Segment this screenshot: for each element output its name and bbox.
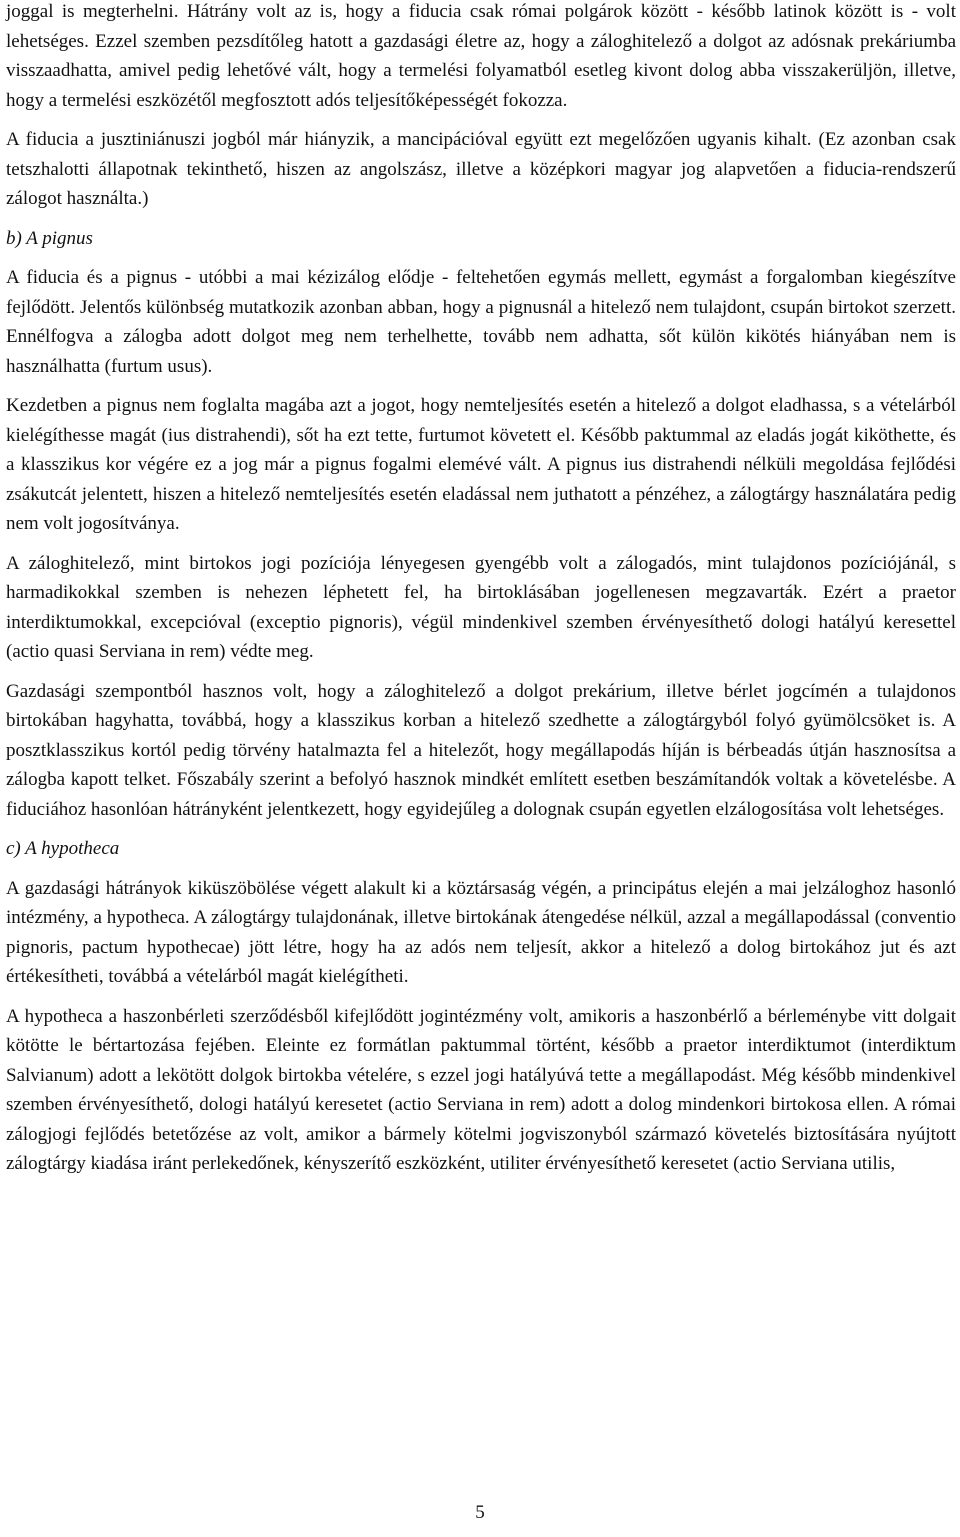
paragraph-pignus-intro: A fiducia és a pignus - utóbbi a mai kézizálog elődje - feltehetően egymás mellett, egymást a forgalomban kiegészítve fejlődött. Jelentős különbség mutatkozik azonban abban, hogy a pignusnál a hitelező nem tulajdont, csupán birtokot szerzett. Ennélfogva a zálogba adott dolgot meg nem terhelhette, tovább nem adhatta, sőt külön kikötés hiányában nem is használhatta (furtum usus). [6, 267, 956, 377]
paragraph-pignus-economics: Gazdasági szempontból hasznos volt, hogy a záloghitelező a dolgot prekárium, illetve bérlet jogcímén a tulajdonos birtokában hagyhatta, továbbá, hogy a klasszikus korban a hitelező szedhette a zálogtárgyból folyó gyümölcsöket is. A posztklasszikus kortól pedig törvény hatalmazta fel a hitelezőt, hogy megállapodás híján is bérbeadás útján hasznosítsa a zálogba kapott telket. Főszabály szerint a befolyó hasznok mindkét említett esetben beszámítandók voltak a követelésbe. A fiduciához hasonlóan hátrányként jelentkezett, hogy egyidejűleg a dolognak csupán egyetlen elzálogosítása volt lehetséges. [6, 680, 956, 820]
page-number: 5 [475, 1501, 485, 1523]
page-body [6, 0, 956, 1179]
paragraph-fiducia-drawbacks: joggal is megterhelni. Hátrány volt az is, hogy a fiducia csak római polgárok között - később latinok között is - volt lehetséges. Ezzel szemben pezsdítőleg hatott a gazdasági életre az, hogy a záloghitelező a dolgot az adósnak prekáriumba visszaadhatta, amivel pedig lehetővé vált, hogy a termelési folyamatból esetleg kivont dolog abba visszakerüljön, illetve, hogy a termelési eszközétől megfosztott adós teljesítőképességét fokozza. [6, 1, 956, 111]
paragraph-hypotheca-intro: A gazdasági hátrányok kiküszöbölése végett alakult ki a köztársaság végén, a principátus elején a mai jelzáloghoz hasonló intézmény, a hypotheca. A zálogtárgy tulajdonának, illetve birtokának átengedése nélkül, azzal a megállapodással (conventio pignoris, pactum hypothecae) jött létre, hogy ha az adós nem teljesít, akkor a hitelező a dolog birtokához jut és azt értékesítheti, továbbá a vételárból magát kielégítheti. [6, 877, 956, 987]
paragraph-hypotheca-origin: A hypotheca a haszonbérleti szerződésből kifejlődött jogintézmény volt, amikoris a haszonbérlő a bérleménybe vitt dolgait kötötte le bértartozása fejében. Eleinte ez formátlan paktummal történt, később a praetor interdiktumot (interdiktum Salvianum) adott a lekötött dolgok birtokba vételére, s ezzel jogi hatályúvá tette a megállapodást. Még később mindenkivel szemben érvényesíthető, dologi hatályú keresetet (actio Serviana in rem) adott a dolog mindenkori birtokosa ellen. A római zálogjogi fejlődés betetőzése az volt, amikor a bármely kötelmi jogviszonyból származó követelés biztosítására nyújtott zálogtárgy kiadása iránt perlekedőnek, kényszerítő eszközként, utiliter érvényesíthető keresetet (actio Serviana utilis, [6, 1005, 956, 1174]
paragraph-pignus-protection: A záloghitelező, mint birtokos jogi pozíciója lényegesen gyengébb volt a zálogadós, mint tulajdonos pozíciójánál, s harmadikokkal szemben is nehezen léphetett fel, ha birtoklásában jogellenesen megzavarták. Ezért a praetor interdiktumokkal, excepcióval (exceptio pignoris), végül mindenkivel szemben érvényesíthető dologi hatályú keresettel (actio quasi Serviana in rem) védte meg. [6, 552, 956, 662]
section-heading-pignus: b) A pignus [6, 227, 93, 249]
paragraph-pignus-ius-distrahendi: Kezdetben a pignus nem foglalta magába azt a jogot, hogy nemteljesítés esetén a hitelező a dolgot eladhassa, s a vételárból kielégíthesse magát (ius distrahendi), sőt ha ezt tette, furtumot követett el. Később paktummal az eladás jogát kiköthette, és a klasszikus kor végére ez a jog már a pignus fogalmi elemévé vált. A pignus ius distrahendi nélküli megoldása fejlődési zsákutcát jelentett, hiszen a hitelező nemteljesítés esetén eladással nem juthatott a pénzéhez, a zálogtárgy használatára pedig nem volt jogosítványa. [6, 395, 956, 534]
paragraph-fiducia-justinian: A fiducia a jusztiniánuszi jogból már hiányzik, a mancipációval együtt ezt megelőzően ugyanis kihalt. (Ez azonban csak tetszhalotti állapotnak tekinthető, hiszen az angolszász, illetve a középkori magyar jog alapvetően a fiducia-rendszerű zálogot használta.) [6, 129, 956, 209]
section-heading-hypotheca: c) A hypotheca [6, 838, 120, 859]
